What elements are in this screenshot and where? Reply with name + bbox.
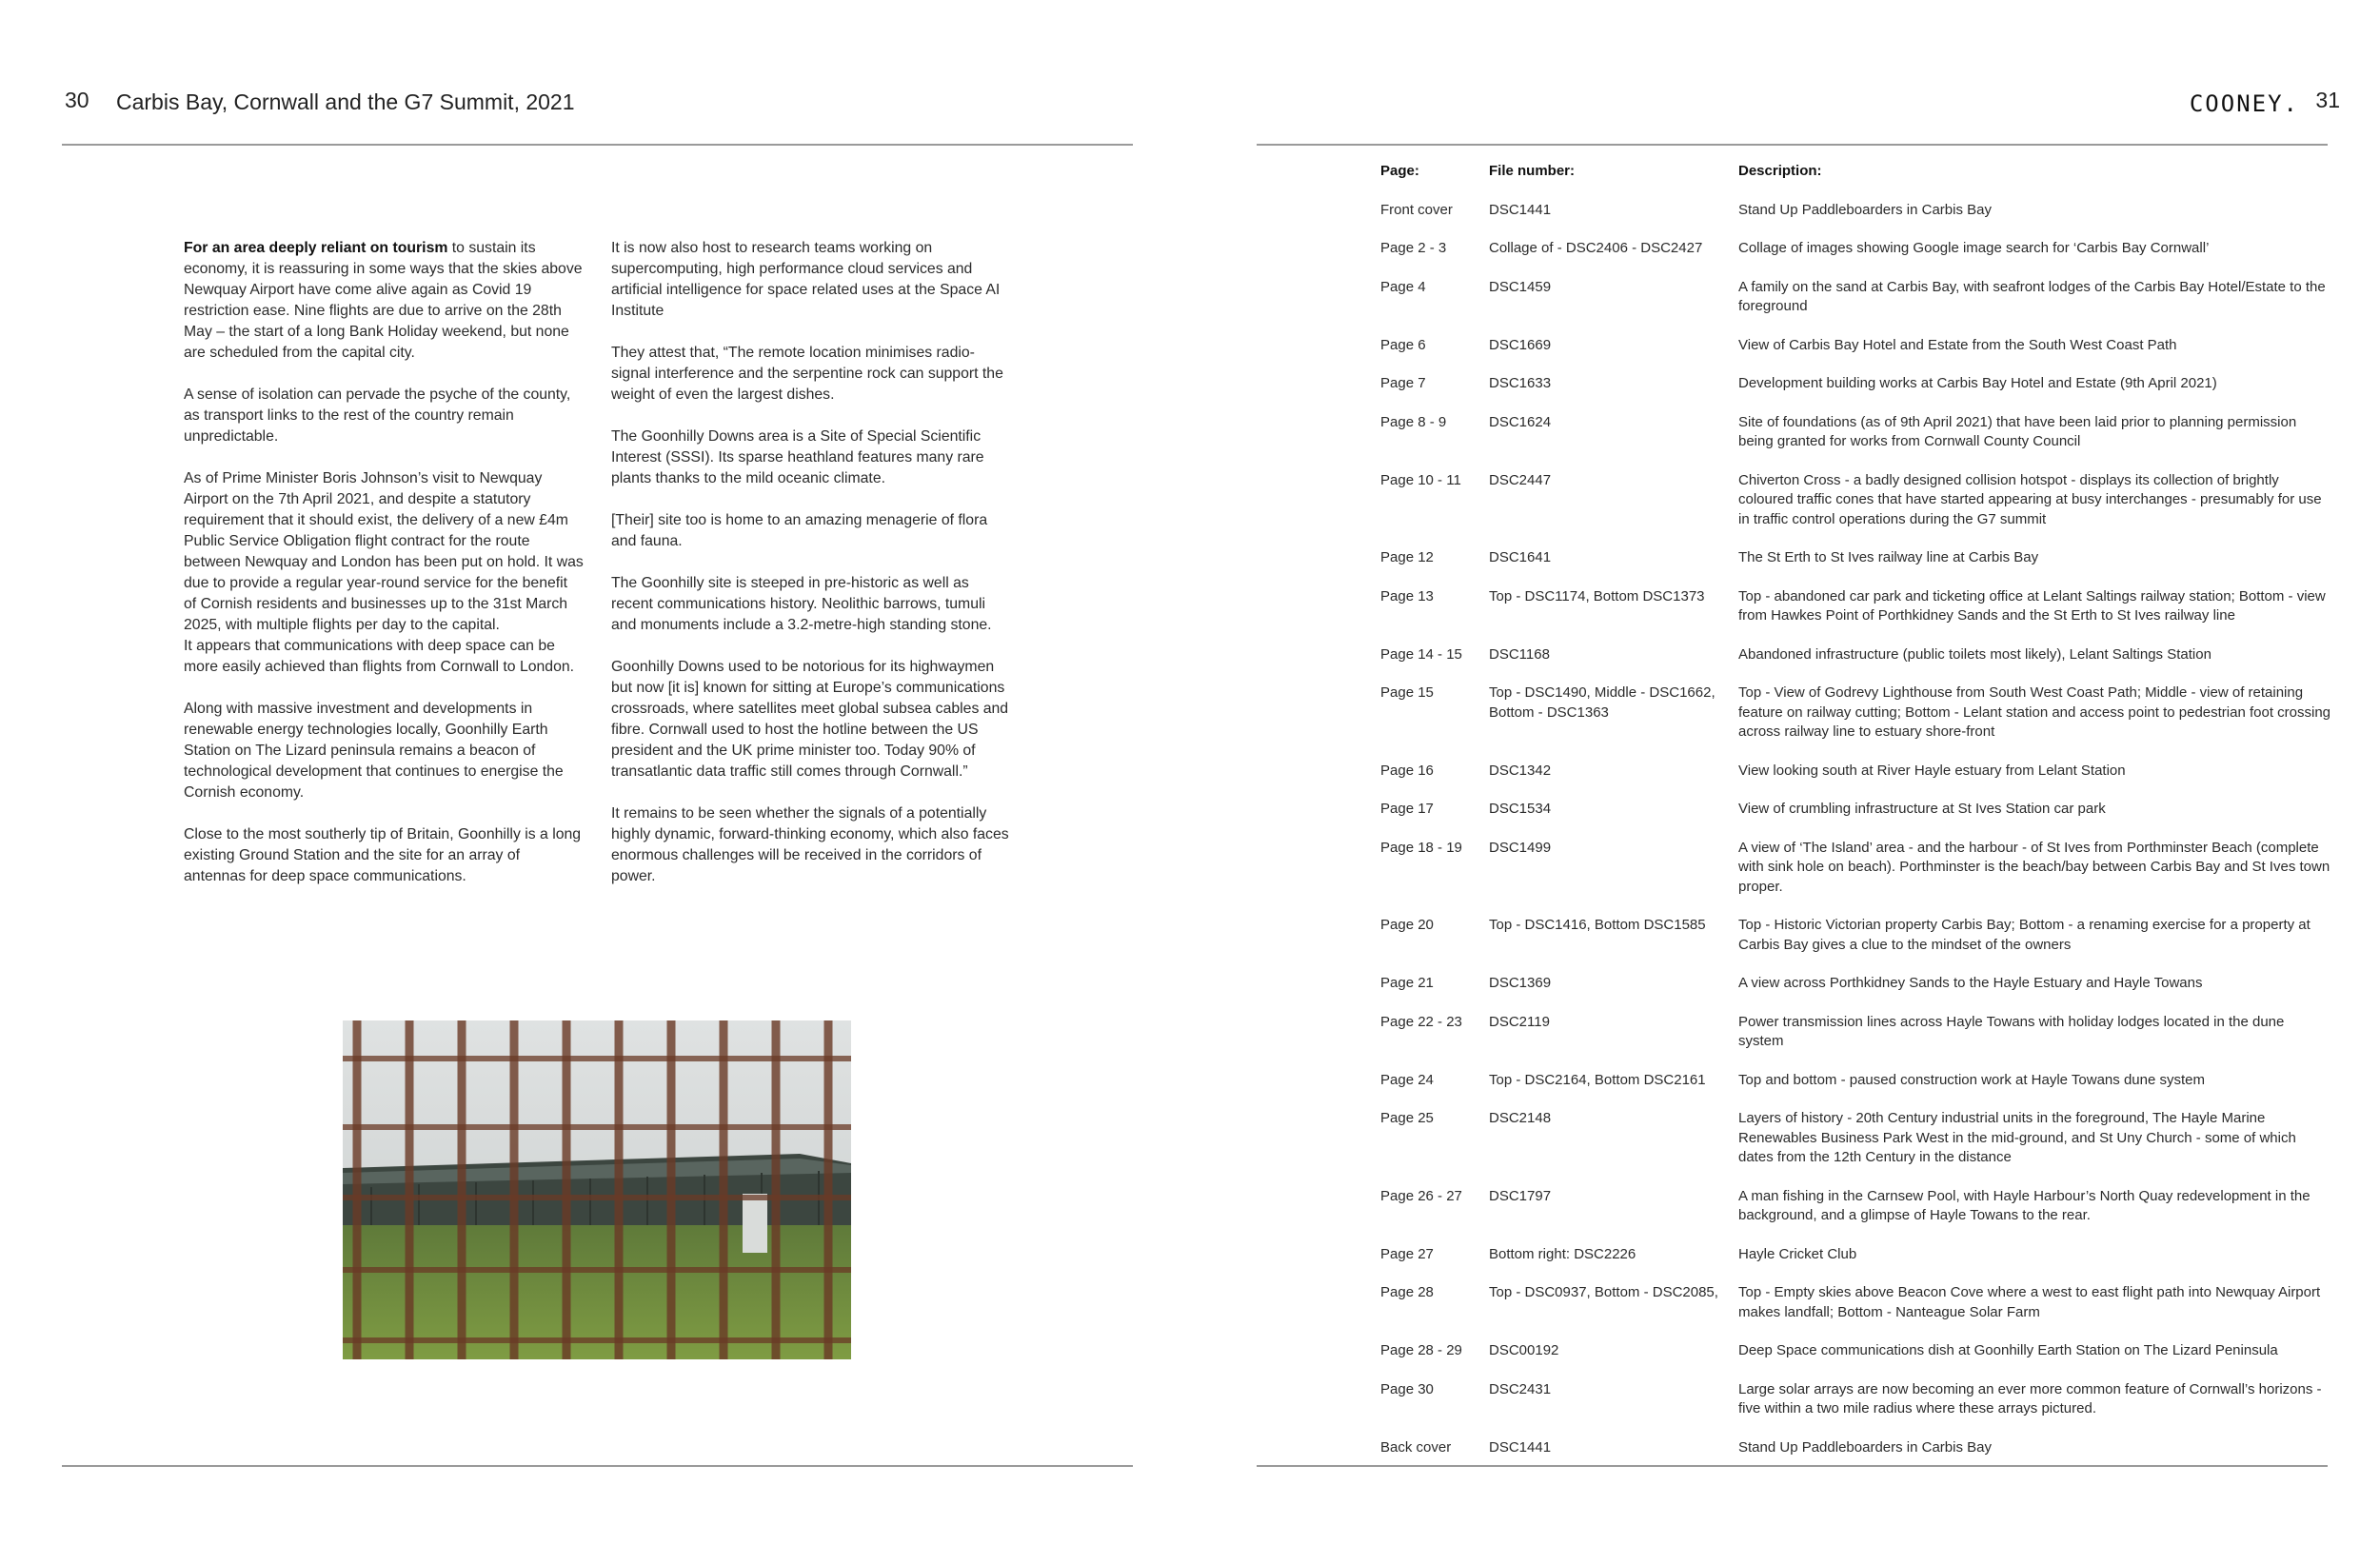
cell-description: Top and bottom - paused construction work at Hayle Towans dune system	[1738, 1071, 2205, 1088]
cell-description: Site of foundations (as of 9th April 2021) that have been laid prior to planning permission being granted for works from Cornwall County Council	[1738, 413, 2297, 449]
cell-file: DSC2431	[1489, 1380, 1552, 1397]
table-row	[1380, 762, 2332, 782]
cell-page: Page 30	[1380, 1380, 1434, 1397]
cell-description: Top - abandoned car park and ticketing office at Lelant Saltings railway station; Bottom - view from Hawkes Point of Porthkidney Sands and the St Erth to St Ives railway line	[1738, 587, 2326, 624]
cell-page: Page 14 - 15	[1380, 645, 1462, 663]
table-row	[1380, 374, 2332, 394]
paragraph: Close to the most southerly tip of Britain, Goonhilly is a long existing Ground Station and the site for an array of antennas for deep space communications.	[184, 826, 582, 884]
cell-file: Bottom right: DSC2226	[1489, 1245, 1636, 1262]
cell-page: Page 17	[1380, 801, 1434, 817]
table-row	[1380, 587, 2332, 626]
table-body	[1380, 201, 2332, 1458]
footer-rule-left	[62, 1465, 1133, 1467]
paragraph: They attest that, “The remote location minimises radio-signal interference and the serpentine rock can support the weight of even the largest dishes.	[611, 345, 1003, 403]
cell-file: Top - DSC1490, Middle - DSC1662, Bottom - DSC1363	[1489, 684, 1716, 721]
table-row	[1380, 548, 2332, 568]
cell-description: Top - View of Godrevy Lighthouse from South West Coast Path; Middle - view of retaining feature on railway cutting; Bottom - Lelant station and access point to pedestrian foot crossing across railway line to estuary shore-front	[1738, 684, 2331, 740]
cell-file: DSC2148	[1489, 1110, 1552, 1126]
cell-page: Page 21	[1380, 975, 1434, 991]
cell-file: DSC1633	[1489, 375, 1552, 391]
paragraph: It appears that communications with deep space can be more easily achieved than flights from Cornwall to London.	[184, 638, 575, 675]
cell-file: Collage of - DSC2406 - DSC2427	[1489, 240, 1703, 256]
cell-file: DSC1168	[1489, 645, 1550, 663]
paragraph: As of Prime Minister Boris Johnson’s visit to Newquay Airport on the 7th April 2021, and despite a statutory requirement that it should exist, the delivery of a new £4m Public Service Obligation flight contract for the route between Newquay and London has been put on hold. It was due to provide a regular year-round service for the benefit of Cornish residents and businesses up to the 31st March 2025, with multiple flights per day to the capital.	[184, 470, 584, 633]
table-row	[1380, 413, 2332, 452]
cell-page: Page 25	[1380, 1110, 1434, 1126]
lead-in: For an area deeply reliant on tourism	[184, 240, 448, 256]
cell-description: Stand Up Paddleboarders in Carbis Bay	[1738, 201, 1992, 218]
header-description: Description:	[1738, 163, 1822, 179]
cell-file: DSC1441	[1489, 1438, 1552, 1456]
cell-description: Hayle Cricket Club	[1738, 1245, 1857, 1262]
cell-file: DSC1499	[1489, 839, 1552, 856]
table-header	[1380, 162, 2332, 182]
page-number-left: 30	[65, 88, 89, 112]
cell-page: Page 24	[1380, 1071, 1434, 1088]
table-row	[1380, 201, 2332, 221]
cell-description: View of crumbling infrastructure at St Ives Station car park	[1738, 801, 2106, 817]
cell-file: DSC1459	[1489, 278, 1552, 295]
cell-description: Power transmission lines across Hayle Towans with holiday lodges located in the dune system	[1738, 1013, 2285, 1049]
cell-page: Page 15	[1380, 684, 1434, 701]
cell-page: Page 2 - 3	[1380, 240, 1447, 256]
header-rule-right	[1257, 144, 2328, 146]
table-row	[1380, 1187, 2332, 1226]
footer-rule-right	[1257, 1465, 2328, 1467]
solar-farm-photo	[343, 1020, 851, 1359]
paragraph: [Their] site too is home to an amazing menagerie of flora and fauna.	[611, 512, 988, 549]
cell-description: A view of ‘The Island’ area - and the harbour - of St Ives from Porthminster Beach (complete with sink hole on beach). Porthminster is the beach/bay between Carbis Bay and St Ives town proper.	[1738, 839, 2330, 895]
text-column-1	[184, 238, 584, 908]
table-row	[1380, 239, 2332, 259]
cell-description: Abandoned infrastructure (public toilets most likely), Lelant Saltings Station	[1738, 645, 2211, 663]
cell-page: Page 13	[1380, 587, 1434, 604]
paragraph	[184, 238, 584, 364]
cell-page: Front cover	[1380, 201, 1453, 218]
page-number-right: 31	[2315, 88, 2340, 112]
cell-page: Page 28	[1380, 1284, 1434, 1300]
cell-file: DSC1441	[1489, 201, 1552, 218]
table-row	[1380, 974, 2332, 994]
cell-description: Top - Empty skies above Beacon Cove where a west to east flight path into Newquay Airport makes landfall; Bottom - Nanteague Solar Farm	[1738, 1284, 2321, 1320]
paragraph: Goonhilly Downs used to be notorious for its highwaymen but now [it is] known for sitting at Europe’s communications crossroads, where satellites meet global subsea cables and fibre. Cornwall used to host the hotline between the US president and the UK prime minister too. Today 90% of transatlantic data traffic still comes through Cornwall.”	[611, 659, 1009, 780]
cell-description: Layers of history - 20th Century industrial units in the foreground, The Hayle Marine Renewables Business Park West in the mid-ground, and St Uny Church - some of which dates from the 12th Century in the distance	[1738, 1110, 2296, 1165]
table-row	[1380, 1245, 2332, 1265]
cell-file: DSC1342	[1489, 762, 1552, 779]
cell-page: Page 7	[1380, 375, 1426, 391]
header-file: File number:	[1489, 163, 1576, 179]
brand-logo: COONEY.	[2189, 90, 2299, 117]
cell-file: Top - DSC1174, Bottom DSC1373	[1489, 587, 1705, 604]
cell-file: DSC1641	[1489, 549, 1552, 565]
cell-description: The St Erth to St Ives railway line at Carbis Bay	[1738, 549, 2039, 565]
cell-file: DSC1797	[1489, 1187, 1552, 1204]
cell-file: DSC1534	[1489, 801, 1552, 817]
table-row	[1380, 839, 2332, 898]
header-page: Page:	[1380, 163, 1419, 179]
cell-page: Page 16	[1380, 762, 1434, 779]
cell-page: Page 8 - 9	[1380, 413, 1447, 430]
cell-file: DSC1624	[1489, 413, 1552, 430]
table-row	[1380, 471, 2332, 530]
cell-page: Page 26 - 27	[1380, 1187, 1462, 1204]
cell-file: DSC2447	[1489, 471, 1552, 488]
paragraph-text: to sustain its economy, it is reassuring in some ways that the skies above Newquay Airport have come alive again as Covid 19 restriction ease. Nine flights are due to arrive on the 28th May – the start of a long Bank Holiday weekend, but none are scheduled from the capital city.	[184, 240, 583, 361]
page-title: Carbis Bay, Cornwall and the G7 Summit, 2021	[116, 89, 575, 114]
table-row	[1380, 800, 2332, 820]
cell-description: A man fishing in the Carnsew Pool, with Hayle Harbour’s North Quay redevelopment in the background, and a glimpse of Hayle Towans to the rear.	[1738, 1187, 2311, 1223]
cell-file: Top - DSC1416, Bottom DSC1585	[1489, 917, 1706, 933]
table-row	[1380, 645, 2332, 665]
table-row	[1380, 683, 2332, 743]
cell-description: Top - Historic Victorian property Carbis Bay; Bottom - a renaming exercise for a property at Carbis Bay gives a clue to the mindset of the owners	[1738, 917, 2311, 953]
paragraph: The Goonhilly site is steeped in pre-historic as well as recent communications history. Neolithic barrows, tumuli and monuments include a 3.2-metre-high standing stone.	[611, 575, 992, 633]
table-row	[1380, 1109, 2332, 1168]
cell-description: Collage of images showing Google image search for ‘Carbis Bay Cornwall’	[1738, 240, 2210, 256]
table-row	[1380, 336, 2332, 356]
cell-page: Page 12	[1380, 549, 1434, 565]
cell-page: Page 4	[1380, 278, 1426, 295]
table-row	[1380, 1013, 2332, 1052]
table-row	[1380, 1438, 2332, 1458]
cell-description: Stand Up Paddleboarders in Carbis Bay	[1738, 1438, 1992, 1456]
cell-description: View looking south at River Hayle estuary from Lelant Station	[1738, 762, 2126, 779]
cell-page: Page 18 - 19	[1380, 839, 1462, 856]
cell-description: A family on the sand at Carbis Bay, with seafront lodges of the Carbis Bay Hotel/Estate to the foreground	[1738, 278, 2326, 314]
table-row	[1380, 1283, 2332, 1322]
header-rule-left	[62, 144, 1133, 146]
cell-file: DSC1369	[1489, 975, 1552, 991]
cell-file: DSC2119	[1489, 1013, 1550, 1030]
cell-page: Page 27	[1380, 1245, 1434, 1262]
cell-page: Page 6	[1380, 336, 1426, 353]
cell-page: Back cover	[1380, 1438, 1452, 1456]
paragraph: Along with massive investment and developments in renewable energy technologies locally, Goonhilly Earth Station on The Lizard peninsula remains a beacon of technological development that continues to energise the Cornish economy.	[184, 701, 564, 801]
table-row	[1380, 1341, 2332, 1361]
paragraph: It remains to be seen whether the signals of a potentially highly dynamic, forward-thinking economy, which also faces enormous challenges will be received in the corridors of power.	[611, 805, 1009, 884]
table-row	[1380, 916, 2332, 955]
right-page	[1190, 0, 2380, 1565]
image-index-table	[1380, 162, 2332, 1476]
table-row	[1380, 1071, 2332, 1091]
paragraph: It is now also host to research teams working on supercomputing, high performance cloud services and artificial intelligence for space related uses at the Space AI Institute	[611, 240, 1001, 319]
table-row	[1380, 278, 2332, 317]
text-column-2	[611, 238, 1011, 908]
cell-description: A view across Porthkidney Sands to the Hayle Estuary and Hayle Towans	[1738, 975, 2203, 991]
cell-page: Page 22 - 23	[1380, 1013, 1462, 1030]
cell-description: View of Carbis Bay Hotel and Estate from the South West Coast Path	[1738, 336, 2177, 353]
cell-page: Page 28 - 29	[1380, 1342, 1462, 1358]
cell-page: Page 20	[1380, 917, 1434, 933]
cell-description: Development building works at Carbis Bay Hotel and Estate (9th April 2021)	[1738, 375, 2217, 391]
cell-page: Page 10 - 11	[1380, 471, 1461, 488]
table-row	[1380, 1380, 2332, 1419]
cell-file: Top - DSC0937, Bottom - DSC2085,	[1489, 1284, 1718, 1300]
paragraph: The Goonhilly Downs area is a Site of Special Scientific Interest (SSSI). Its sparse heathland features many rare plants thanks to the mild oceanic climate.	[611, 428, 984, 486]
cell-file: DSC00192	[1489, 1342, 1559, 1358]
cell-file: Top - DSC2164, Bottom DSC2161	[1489, 1071, 1706, 1088]
cell-description: Deep Space communications dish at Goonhilly Earth Station on The Lizard Peninsula	[1738, 1342, 2278, 1358]
cell-description: Large solar arrays are now becoming an ever more common feature of Cornwall’s horizons - five within a two mile radius where these arrays pictured.	[1738, 1380, 2322, 1416]
cell-file: DSC1669	[1489, 336, 1552, 353]
cell-description: Chiverton Cross - a badly designed collision hotspot - displays its collection of brightly coloured traffic cones that have started appearing at busy interchanges - presumably for use in traffic control operations during the G7 summit	[1738, 471, 2322, 527]
paragraph: A sense of isolation can pervade the psyche of the county, as transport links to the rest of the country remain unpredictable.	[184, 386, 571, 445]
